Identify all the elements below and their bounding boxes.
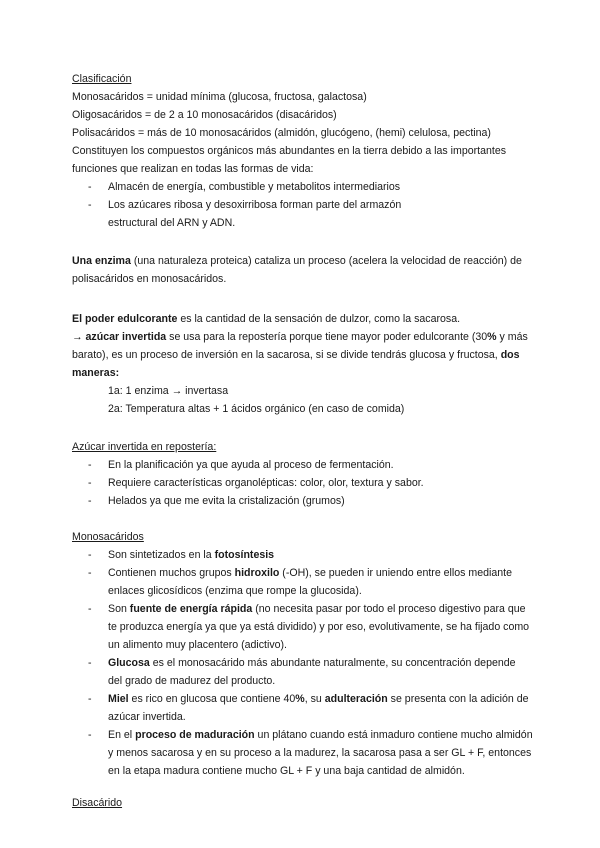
way-item: 2a: Temperatura altas + 1 ácidos orgánico (en caso de comida) <box>108 403 405 415</box>
way-item: 1a: 1 enzima → invertasa <box>108 385 229 397</box>
text-line: Monosacáridos = unidad mínima (glucosa, fructosa, galactosa) <box>72 91 367 103</box>
document-page <box>72 70 532 812</box>
heading-disacarido: Disacárido <box>72 797 123 809</box>
bullet-list <box>72 456 532 510</box>
list-item: - Helados ya que me evita la cristalización (grumos) <box>72 492 532 510</box>
edulcorante-paragraph: El poder edulcorante es la cantidad de la sensación de dulzor, como la sacarosa. <box>72 313 461 325</box>
list-item: - Requiere características organolépticas: color, olor, textura y sabor. <box>72 474 532 492</box>
list-item: - Miel es rico en glucosa que contiene 40%, su adulteración se presenta con la adición de azúcar invertida. <box>72 690 538 726</box>
list-item: - Almacén de energía, combustible y metabolitos intermediarios <box>72 178 532 196</box>
enzima-paragraph: Una enzima (una naturaleza proteica) cataliza un proceso (acelera la velocidad de reacción) de polisacáridos en monosacáridos. <box>72 255 522 285</box>
list-item: - Glucosa es el monosacárido más abundante naturalmente, su concentración depende del grado de madurez del producto. <box>72 654 532 690</box>
list-item: - Contienen muchos grupos hidroxilo (-OH), se pueden ir uniendo entre ellos mediante enlaces glicosídicos (enzima que rompe la glucosida). <box>72 564 528 600</box>
text-line: Polisacáridos = más de 10 monosacáridos (almidón, glucógeno, (hemi) celulosa, pectina) <box>72 127 491 139</box>
text-paragraph: Constituyen los compuestos orgánicos más abundantes en la tierra debido a las importantes funciones que realizan en todas las formas de vida: <box>72 145 507 175</box>
list-item: - Son sintetizados en la fotosíntesis <box>72 546 532 564</box>
azucar-invertida-paragraph: → azúcar invertida se usa para la repostería porque tiene mayor poder edulcorante (30% y más barato), es un proceso de inversión en la sacarosa, si se divide tendrás glucosa y fructosa, dos maneras: <box>72 331 528 379</box>
list-item: - En el proceso de maduración un plátano cuando está inmaduro contiene mucho almidón y menos sacarosa y en su proceso a la madurez, la sacarosa pasa a ser GL + F, entonces en la etapa madura contiene mucho GL + F y una baja cantidad de almidón. <box>72 726 540 780</box>
heading-clasificacion: Clasificación <box>72 73 132 85</box>
bullet-list <box>72 178 532 232</box>
list-item: - En la planificación ya que ayuda al proceso de fermentación. <box>72 456 532 474</box>
text-line: Oligosacáridos = de 2 a 10 monosacáridos (disacáridos) <box>72 109 337 121</box>
list-item: - Son fuente de energía rápida (no necesita pasar por todo el proceso digestivo para que te produzca energía ya que ya está dividido) y por eso, evolutivamente, se ha fijado como un alimento muy placentero (adictivo). <box>72 600 532 654</box>
heading-reposteria: Azúcar invertida en repostería: <box>72 441 217 453</box>
bullet-list <box>72 546 532 780</box>
heading-monosacaridos: Monosacáridos <box>72 531 144 543</box>
list-item: - Los azúcares ribosa y desoxirribosa forman parte del armazón estructural del ARN y ADN. <box>72 196 448 232</box>
